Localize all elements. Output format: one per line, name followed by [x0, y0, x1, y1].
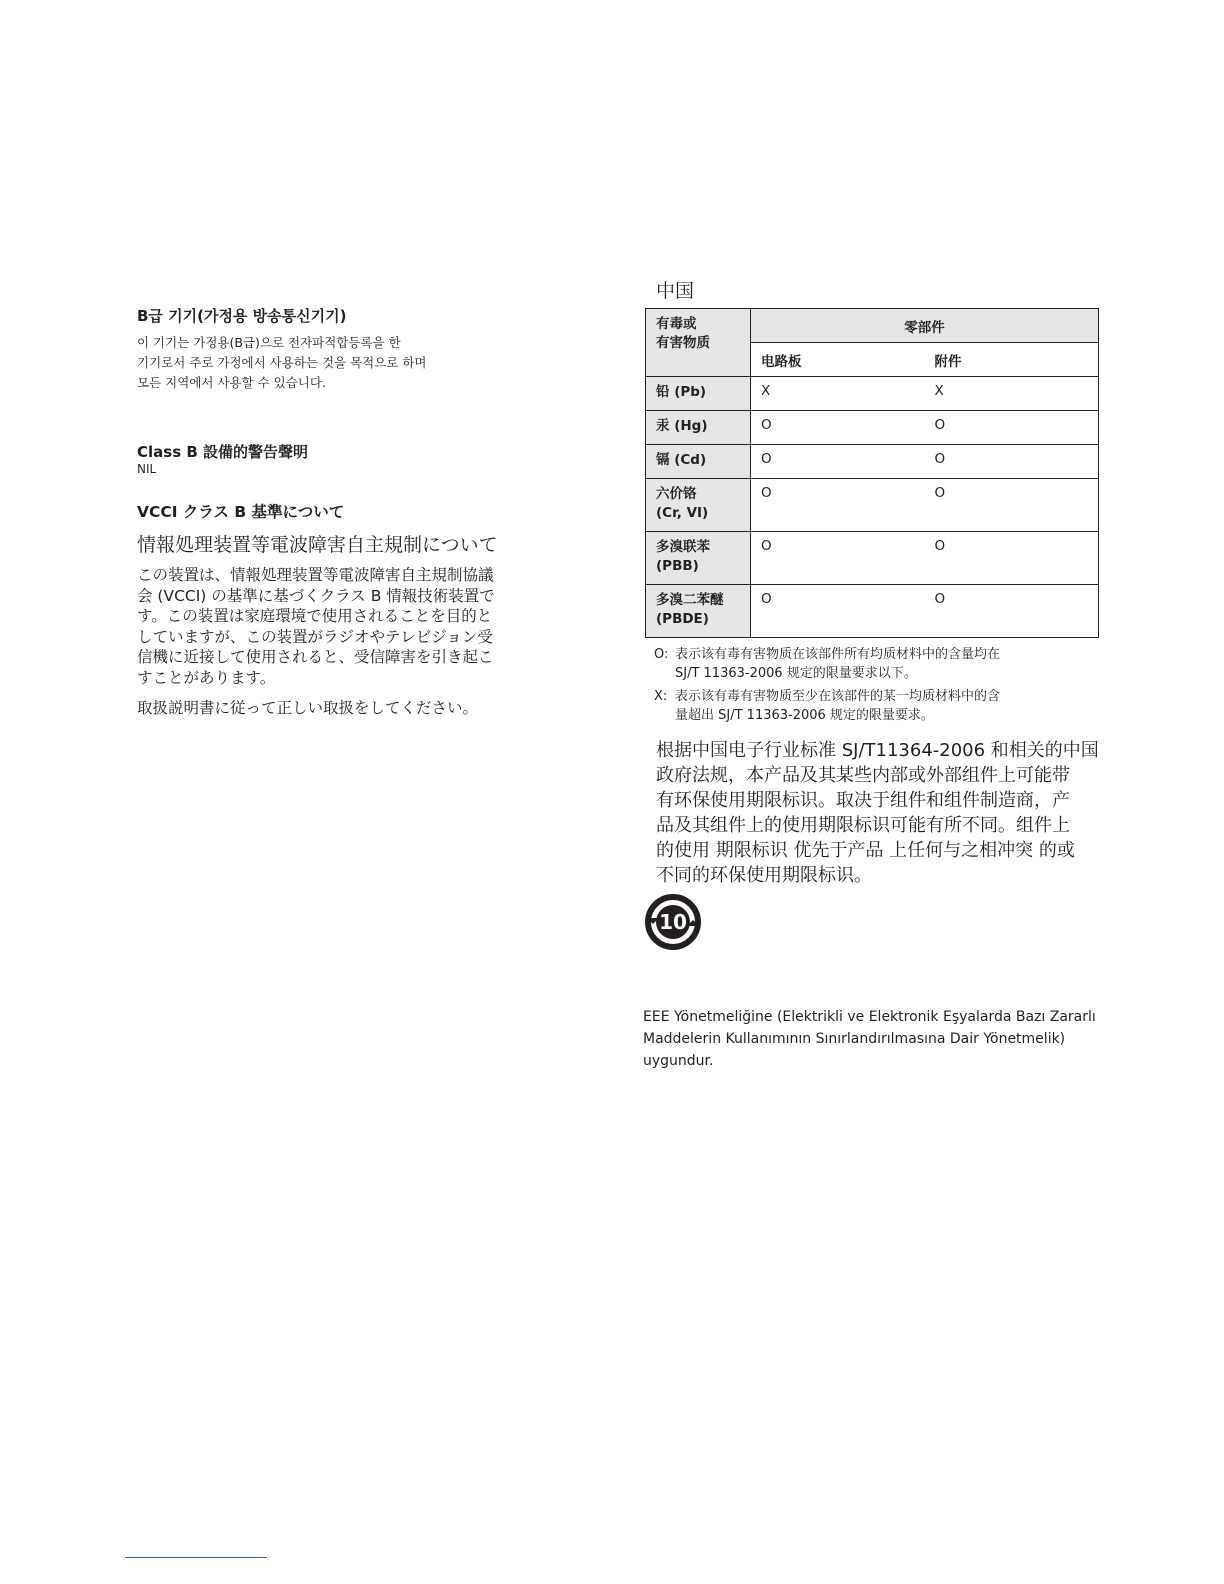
table-note-o: [654, 645, 1094, 683]
text-line: 不同的环保使用期限标识。: [656, 865, 872, 886]
table-row: [646, 585, 1099, 638]
text-line: この装置は、情報処理装置等電波障害自主規制協議: [137, 566, 494, 584]
accessory-value: X: [925, 377, 1099, 411]
footer-divider: [125, 1557, 267, 1558]
note-line: 表示该有毒有害物质在该部件所有均质材料中的含量均在: [675, 647, 1001, 662]
circuit-value: O: [751, 445, 925, 479]
substance-name: [646, 585, 751, 638]
name-line: (PBDE): [656, 611, 709, 627]
korea-class-b-title: B급 기기(가정용 방송통신기기): [137, 307, 347, 325]
table-row: [646, 377, 1099, 411]
name-line: 铅 (Pb): [656, 384, 707, 400]
text-line: 根据中国电子行业标准 SJ/T11364-2006 和相关的中国: [656, 740, 1099, 761]
substance-name: [646, 532, 751, 585]
text-line: Maddelerin Kullanımının Sınırlandırılmasına Dair Yönetmelik): [643, 1031, 1066, 1047]
circuit-value: O: [751, 479, 925, 532]
note-line: SJ/T 11363-2006 规定的限量要求以下。: [675, 666, 917, 681]
taiwan-class-b-note: NIL: [137, 462, 157, 476]
name-line: 多溴联苯: [656, 539, 710, 555]
text-line: 会 (VCCI) の基準に基づくクラス B 情報技術装置で: [137, 586, 495, 605]
text-line: 的使用 期限标识 优先于产品 上任何与之相冲突 的或: [656, 840, 1075, 861]
table-row: [646, 532, 1099, 585]
note-label: X:: [654, 689, 668, 704]
circuit-value: X: [751, 377, 925, 411]
accessory-value: O: [925, 411, 1099, 445]
substance-name: [646, 445, 751, 479]
note-line: 表示该有毒有害物质至少在该部件的某一均质材料中的含: [675, 689, 1001, 704]
epup-paragraph: [656, 738, 1098, 888]
header-line: 有害物质: [656, 335, 710, 351]
text-line: していますが、この装置がラジオやテレビジョン受: [137, 627, 493, 646]
table-row: [646, 445, 1099, 479]
text-line: uygundur.: [643, 1053, 714, 1069]
text-line: 이 기기는 가정용(B급)으로 전자파적합등록을 한: [137, 335, 401, 350]
text-line: 品及其组件上的使用期限标识可能有所不同。组件上: [656, 815, 1070, 836]
accessory-value: O: [925, 585, 1099, 638]
accessory-value: O: [925, 532, 1099, 585]
text-line: 기기로서 주로 가정에서 사용하는 것을 목적으로 하며: [137, 355, 427, 370]
table-row: [646, 411, 1099, 445]
circuit-value: O: [751, 411, 925, 445]
text-line: 信機に近接して使用されると、受信障害を引き起こ: [137, 648, 494, 666]
text-line: EEE Yönetmeliğine (Elektrikli ve Elektronik Eşyalarda Bazı Zararlı: [643, 1009, 1096, 1025]
vcci-heading: 情報処理装置等電波障害自主規制について: [137, 534, 498, 556]
korea-class-b-text: [137, 333, 557, 393]
circuit-value: O: [751, 585, 925, 638]
hazardous-substances-table: [645, 308, 1099, 638]
name-line: 多溴二苯醚: [656, 592, 724, 608]
turkey-rohs-text: [643, 1006, 1103, 1072]
vcci-footer: 取扱説明書に従って正しい取扱をしてください。: [137, 699, 479, 717]
header-line: 有毒或: [656, 316, 697, 332]
circuit-value: O: [751, 532, 925, 585]
table-row: [646, 479, 1099, 532]
substance-name: [646, 377, 751, 411]
substance-name: [646, 479, 751, 532]
text-line: 有环保使用期限标识。取决于组件和组件制造商，产: [656, 790, 1070, 811]
epup-number: 10: [659, 910, 687, 934]
accessory-value: O: [925, 445, 1099, 479]
text-line: 政府法规，本产品及其某些内部或外部组件上可能带: [656, 765, 1070, 786]
epup-10-year-logo-icon: [645, 894, 701, 950]
substance-name: [646, 411, 751, 445]
name-line: 汞 (Hg): [656, 418, 708, 434]
text-line: すことがあります。: [137, 668, 276, 687]
accessory-value: O: [925, 479, 1099, 532]
name-line: 镉 (Cd): [656, 452, 707, 468]
text-line: す。この装置は家庭環境で使用されることを目的と: [137, 607, 493, 625]
china-heading: 中国: [656, 280, 695, 302]
text-line: 모든 지역에서 사용할 수 있습니다.: [137, 375, 326, 390]
table-note-x: [654, 687, 1094, 725]
name-line: (PBB): [656, 558, 699, 574]
note-line: 量超出 SJ/T 11363-2006 规定的限量要求。: [675, 708, 934, 723]
parts-header-cell: 零部件: [751, 309, 1099, 343]
vcci-text: [137, 565, 495, 688]
name-line: 六价铬: [656, 486, 697, 502]
name-line: (Cr, VI): [656, 505, 709, 521]
vcci-title: VCCI クラス B 基準について: [137, 503, 345, 521]
substance-header-cell: [646, 309, 751, 377]
note-label: O:: [654, 647, 669, 662]
column-header-circuit-board: 电路板: [751, 343, 925, 377]
column-header-accessory: 附件: [925, 343, 1099, 377]
taiwan-class-b-title: Class B 設備的警告聲明: [137, 443, 309, 461]
